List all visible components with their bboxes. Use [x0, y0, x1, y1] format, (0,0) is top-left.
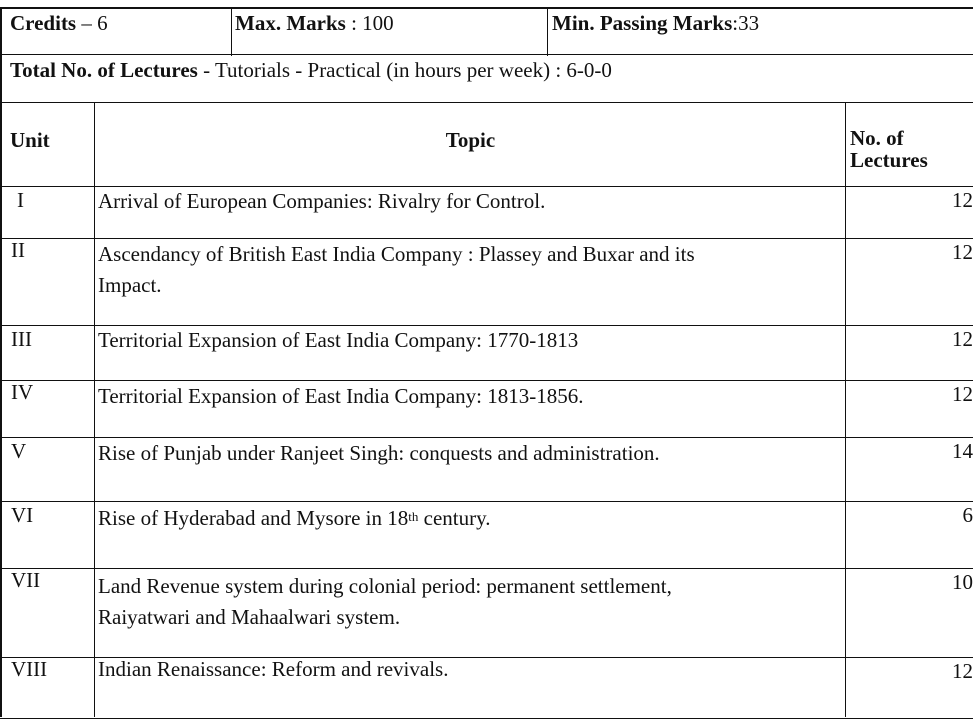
unit-cell: [0, 187, 95, 239]
lectures-count: 14: [952, 439, 973, 463]
topic-text: Territorial Expansion of East India Company: 1770-1813: [98, 328, 579, 352]
topic-text: Indian Renaissance: Reform and revivals.: [98, 657, 449, 681]
topic-cell: [95, 502, 846, 569]
unit-cell: [0, 239, 95, 326]
lectures-header-line1: No. of: [850, 126, 904, 150]
table-row: [0, 186, 973, 239]
topic-text-line1: Ascendancy of British East India Company : Plassey and Buxar and its: [98, 242, 695, 266]
topic-cell: [95, 326, 846, 381]
lectures-count: 12: [952, 659, 973, 683]
lectures-cell: [846, 239, 973, 326]
credits-cell: [0, 9, 232, 56]
unit-cell: [0, 438, 95, 502]
unit-cell: [0, 658, 95, 717]
table-row: [0, 380, 973, 438]
topic-text-line2: Impact.: [98, 273, 162, 297]
topic-text-post: century.: [418, 506, 491, 530]
topic-header: Topic: [445, 128, 496, 152]
unit-cell: [0, 326, 95, 381]
unit-number: VII: [11, 568, 41, 592]
lectures-cell: [846, 438, 973, 502]
credits-value: – 6: [81, 11, 108, 35]
lectures-count: 12: [952, 188, 973, 212]
unit-cell: [0, 569, 95, 658]
table-row: [0, 238, 973, 326]
lectures-count: 12: [952, 382, 973, 406]
topic-cell: [95, 569, 846, 658]
unit-header: Unit: [10, 128, 50, 152]
topic-text-pre: Rise of Hyderabad and Mysore in 18: [98, 506, 409, 530]
topic-text: Territorial Expansion of East India Company: 1813-1856.: [98, 384, 584, 408]
lectures-cell: [846, 658, 973, 717]
topic-text: [98, 503, 838, 534]
topic-text-line1: Land Revenue system during colonial period: permanent settlement,: [98, 574, 672, 598]
lectures-cell: [846, 502, 973, 569]
unit-number: VI: [11, 503, 34, 527]
topic-cell: [95, 438, 846, 502]
unit-cell: [0, 381, 95, 438]
unit-header-cell: [0, 103, 95, 187]
lectures-count: 6: [962, 503, 973, 527]
min-passing-label: Min. Passing Marks: [552, 11, 733, 35]
max-marks-label: Max. Marks: [235, 11, 346, 35]
table-row: [0, 437, 973, 502]
lectures-count: 12: [952, 240, 973, 264]
topic-text: Arrival of European Companies: Rivalry for Control.: [98, 189, 546, 213]
topic-text-superscript: th: [408, 509, 419, 524]
max-marks-value: : 100: [351, 11, 394, 35]
table-row: [0, 501, 973, 569]
lectures-cell: [846, 381, 973, 438]
lectures-header-line2: Lectures: [850, 148, 928, 172]
min-passing-value: :33: [732, 11, 760, 35]
unit-number: II: [11, 238, 25, 262]
total-lectures-cell: [0, 55, 973, 103]
lectures-count: 10: [952, 570, 973, 594]
unit-cell: [0, 502, 95, 569]
lectures-count: 12: [952, 327, 973, 351]
topic-header-cell: [95, 103, 846, 187]
credits-label: Credits: [10, 11, 77, 35]
topic-cell: [95, 239, 846, 326]
unit-number: V: [11, 439, 27, 463]
unit-number: IV: [11, 380, 34, 404]
topic-cell: [95, 658, 846, 717]
table-row: [0, 568, 973, 658]
topic-text-line2: Raiyatwari and Mahaalwari system.: [98, 605, 401, 629]
unit-number: VIII: [11, 657, 48, 681]
table-row: [0, 657, 973, 719]
unit-number: I: [17, 188, 24, 212]
total-lectures-row: [0, 54, 973, 103]
lectures-cell: [846, 187, 973, 239]
max-marks-cell: [232, 9, 548, 56]
lectures-cell: [846, 569, 973, 658]
lectures-cell: [846, 326, 973, 381]
topic-text: Rise of Punjab under Ranjeet Singh: conquests and administration.: [98, 441, 660, 465]
total-lectures-value: - Tutorials - Practical (in hours per week) : 6-0-0: [203, 58, 612, 82]
unit-number: III: [11, 327, 32, 351]
table-header-row: [0, 102, 973, 187]
topic-cell: [95, 381, 846, 438]
lectures-header-cell: [846, 103, 973, 187]
credits-row: [0, 7, 973, 56]
topic-cell: [95, 187, 846, 239]
total-lectures-label: Total No. of Lectures: [10, 58, 198, 82]
table-row: [0, 325, 973, 381]
min-passing-cell: [548, 9, 973, 56]
